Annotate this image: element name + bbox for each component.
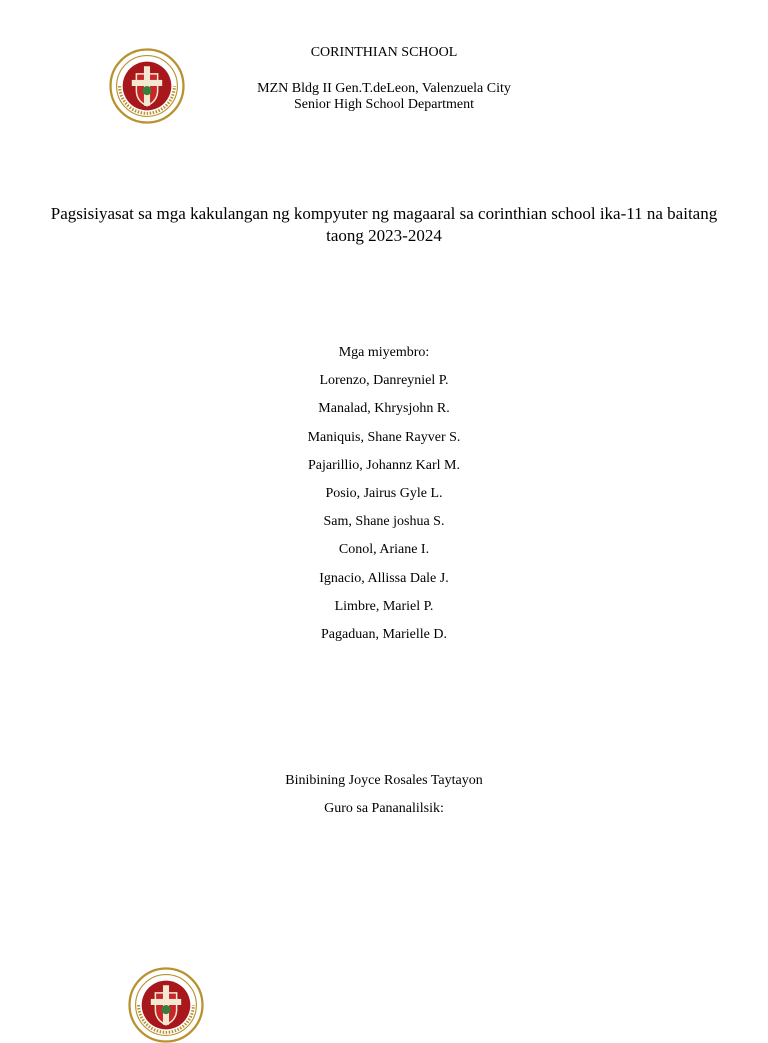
adviser-role: Guro sa Pananalilsik: (324, 801, 444, 816)
member-name: Manalad, Khrysjohn R. (318, 401, 450, 417)
school-address-block (0, 81, 768, 113)
member-name: Posio, Jairus Gyle L. (325, 485, 443, 501)
member-name: Pagaduan, Marielle D. (321, 626, 447, 642)
members-list (0, 343, 768, 653)
school-address: MZN Bldg II Gen.T.deLeon, Valenzuela City (257, 81, 511, 96)
member-name: Ignacio, Allissa Dale J. (319, 570, 449, 586)
school-seal-logo-bottom (128, 967, 204, 1043)
member-name: Maniquis, Shane Rayver S. (307, 429, 461, 445)
adviser-block (0, 771, 768, 827)
member-name: Pajarillio, Johannz Karl M. (307, 457, 461, 473)
adviser-name: Binibining Joyce Rosales Taytayon (285, 773, 483, 788)
members-heading: Mga miyembro: (338, 345, 430, 360)
school-name: CORINTHIAN SCHOOL (310, 45, 458, 60)
member-name: Sam, Shane joshua S. (323, 514, 445, 530)
member-name: Conol, Ariane I. (338, 542, 430, 558)
member-name: Lorenzo, Danreyniel P. (319, 373, 449, 389)
document-title: Pagsisiyasat sa mga kakulangan ng kompyuter ng magaaral sa corinthian school ika-11 na baitang taong 2023-2024 (50, 204, 718, 245)
member-name: Limbre, Mariel P. (334, 598, 434, 614)
school-department: Senior High School Department (293, 97, 475, 112)
